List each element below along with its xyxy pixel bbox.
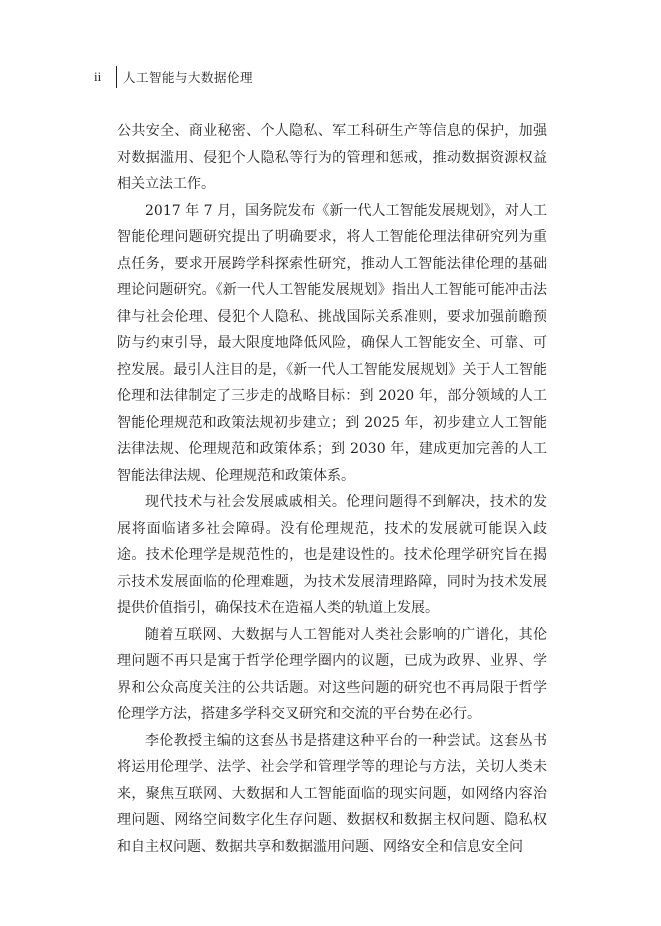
body-text (117, 118, 547, 860)
running-title: 人工智能与大数据伦理 (123, 70, 254, 85)
paragraph-4: 随着互联网、大数据与人工智能对人类社会影响的广谱化，其伦理问题不再只是寓于哲学伦理学圈内的议题，已成为政界、业界、学界和公众高度关注的公共话题。对这些问题的研究也不再局限于哲学伦理学方法，搭建多学科交叉研究和交流的平台势在必行。 (117, 626, 547, 722)
page-header (94, 64, 253, 90)
paragraph-5: 李伦教授主编的这套丛书是搭建这种平台的一种尝试。这套丛书将运用伦理学、法学、社会学和管理学等的理论与方法，关切人类未来，聚焦互联网、大数据和人工智能面临的现实问题，如网络内容治理问题、网络空间数字化生存问题、数据权和数据主权问题、隐私权和自主权问题、数据共享和数据滥用问题、网络安全和信息安全问 (117, 732, 547, 855)
page-number: ii (94, 69, 102, 84)
header-divider (116, 66, 117, 88)
paragraph-3: 现代技术与社会发展戚戚相关。伦理问题得不到解决，技术的发展将面临诸多社会障碍。没有伦理规范，技术的发展就可能误入歧途。技术伦理学是规范性的，也是建设性的。技术伦理学研究旨在揭示技术发展面临的伦理难题，为技术发展清理路障，同时为技术发展提供价值指引，确保技术在造福人类的轨道上发展。 (117, 494, 547, 616)
paragraph-1: 公共安全、商业秘密、个人隐私、军工科研生产等信息的保护，加强对数据滥用、侵犯个人隐私等行为的管理和惩戒，推动数据资源权益相关立法工作。 (117, 123, 547, 192)
paragraph-2: 2017 年 7 月，国务院发布《新一代人工智能发展规划》，对人工智能伦理问题研究提出了明确要求，将人工智能伦理法律研究列为重点任务，要求开展跨学科探索性研究，推动人工智能法律伦理的基础理论问题研究。《新一代人工智能发展规划》指出人工智能可能冲击法律与社会伦理、侵犯个人隐私、挑战国际关系准则，要求加强前瞻预防与约束引导，最大限度地降低风险，确保人工智能安全、可靠、可控发展。最引人注目的是，《新一代人工智能发展规划》关于人工智能伦理和法律制定了三步走的战略目标：到 2020 年，部分领域的人工智能伦理规范和政策法规初步建立；到 2025 年，初步建立人工智能法律法规、伦理规范和政策体系；到 2030 年，建成更加完善的人工智能法律法规、伦理规范和政策体系。 (117, 202, 547, 484)
